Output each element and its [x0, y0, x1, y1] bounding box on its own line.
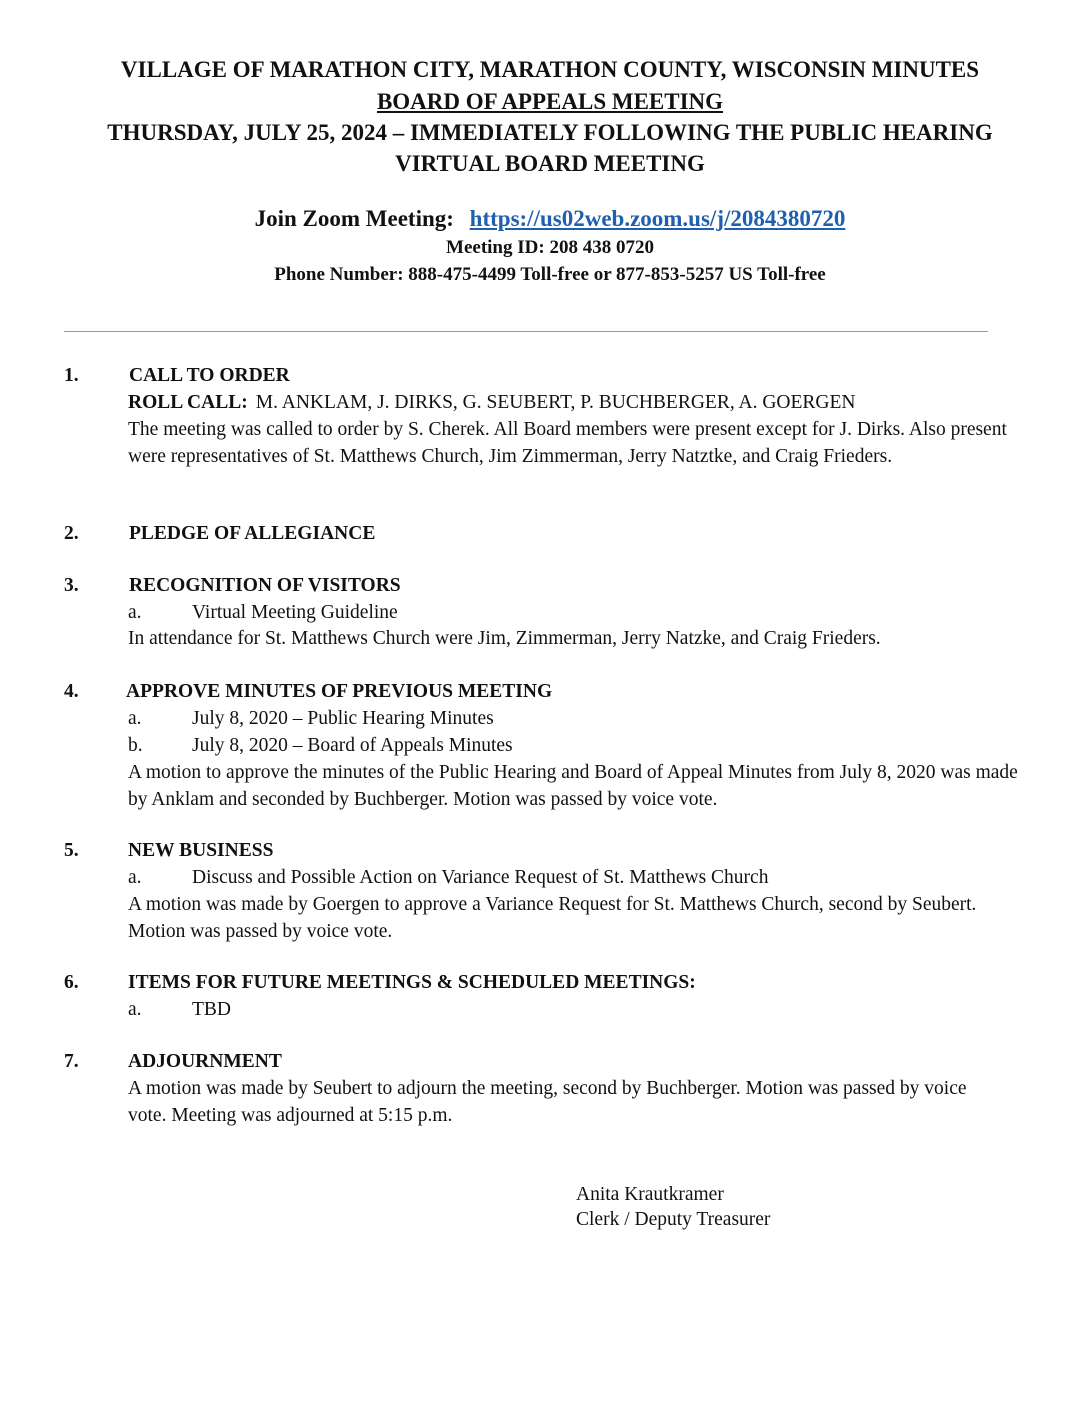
item-number: 7. — [64, 1051, 79, 1072]
sub-item-letter: b. — [128, 735, 143, 756]
agenda-item-pledge — [64, 520, 1024, 550]
item-title: NEW BUSINESS — [128, 840, 274, 861]
sub-item-letter: a. — [128, 602, 142, 623]
item-body: A motion was made by Seubert to adjourn the meeting, second by Buchberger. Motion was passed by voice vote. Meeting was adjourned at 5:15 p.m. — [128, 1078, 967, 1126]
sub-item — [128, 864, 768, 891]
item-title: CALL TO ORDER — [129, 365, 290, 386]
sub-item — [128, 996, 231, 1023]
item-body: A motion was made by Goergen to approve a Variance Request for St. Matthews Church, second by Seubert. Motion was passed by voice vote. — [128, 894, 977, 942]
meeting-id: Meeting ID: 208 438 0720 — [446, 237, 654, 258]
header-title: VILLAGE OF MARATHON CITY, MARATHON COUNTY, WISCONSIN MINUTES — [120, 57, 980, 82]
agenda-item-call-to-order — [64, 362, 1024, 497]
zoom-row — [40, 204, 1060, 234]
item-number: 6. — [64, 972, 79, 993]
item-number: 2. — [64, 523, 79, 544]
sub-item-text: Virtual Meeting Guideline — [192, 602, 398, 623]
item-number: 1. — [64, 365, 79, 386]
sub-item — [128, 705, 494, 732]
sub-item-letter: a. — [128, 867, 142, 888]
signer-title: Clerk / Deputy Treasurer — [576, 1209, 771, 1230]
header-date: THURSDAY, JULY 25, 2024 – IMMEDIATELY FOLLOWING THE PUBLIC HEARING — [107, 120, 993, 145]
roll-call — [128, 389, 1028, 416]
item-title: ITEMS FOR FUTURE MEETINGS & SCHEDULED MEETINGS: — [128, 972, 696, 993]
header-meeting-type — [40, 88, 1060, 116]
sub-item-text: Discuss and Possible Action on Variance Request of St. Matthews Church — [192, 867, 769, 888]
sub-item-letter: a. — [128, 999, 142, 1020]
document-header — [40, 56, 1060, 316]
roll-call-names: M. ANKLAM, J. DIRKS, G. SEUBERT, P. BUCHBERGER, A. GOERGEN — [255, 392, 856, 413]
item-title: RECOGNITION OF VISITORS — [129, 575, 401, 596]
item-number: 4. — [64, 681, 79, 702]
agenda-item-future-meetings — [64, 969, 1024, 1027]
sub-item-text: July 8, 2020 – Board of Appeals Minutes — [192, 735, 513, 756]
sub-item-text: TBD — [192, 999, 231, 1020]
sub-item-text: July 8, 2020 – Public Hearing Minutes — [192, 708, 494, 729]
header-virtual: VIRTUAL BOARD MEETING — [395, 151, 705, 176]
signature-block — [576, 1182, 770, 1232]
divider-line — [64, 331, 988, 332]
item-number: 3. — [64, 575, 79, 596]
item-title: PLEDGE OF ALLEGIANCE — [129, 523, 376, 544]
phone-number: Phone Number: 888-475-4499 Toll-free or 877-853-5257 US Toll-free — [274, 264, 826, 285]
item-title: APPROVE MINUTES OF PREVIOUS MEETING — [126, 681, 553, 702]
agenda-item-new-business — [64, 837, 1024, 947]
item-body: A motion to approve the minutes of the Public Hearing and Board of Appeal Minutes from July 8, 2020 was made by Anklam and seconded by Buchberger. Motion was passed by voice vote. — [128, 762, 1018, 810]
header-meeting-type-text: BOARD OF APPEALS MEETING — [376, 89, 724, 114]
sub-item — [128, 732, 513, 759]
signer-name: Anita Krautkramer — [576, 1184, 724, 1205]
sub-item — [128, 599, 398, 626]
agenda-item-adjournment — [64, 1048, 1024, 1133]
zoom-label: Join Zoom Meeting: — [254, 206, 454, 231]
agenda-item-recognition — [64, 572, 1024, 657]
roll-call-label: ROLL CALL: — [128, 392, 248, 413]
item-body: The meeting was called to order by S. Cherek. All Board members were present except for J. Dirks. Also present were representatives of St. Matthews Church, Jim Zimmerman, Jerry Natztke, and Craig Frieders. — [128, 419, 1007, 467]
zoom-link[interactable]: https://us02web.zoom.us/j/2084380720 — [469, 206, 846, 231]
item-title: ADJOURNMENT — [128, 1051, 282, 1072]
agenda-item-approve-minutes — [64, 678, 1024, 818]
item-number: 5. — [64, 840, 79, 861]
sub-item-letter: a. — [128, 708, 142, 729]
item-body: In attendance for St. Matthews Church were Jim, Zimmerman, Jerry Natzke, and Craig Frieders. — [128, 628, 881, 649]
